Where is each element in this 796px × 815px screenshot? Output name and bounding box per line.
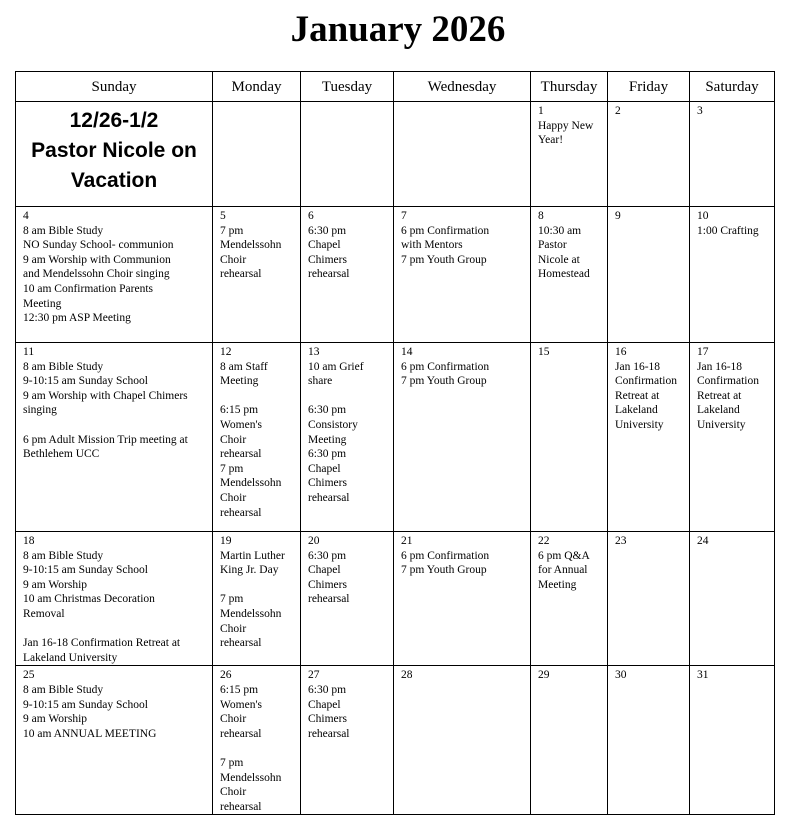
day-cell (394, 666, 531, 815)
day-events: 6:30 pm Chapel Chimers rehearsal (308, 224, 350, 281)
day-number: 3 (697, 105, 703, 117)
day-number: 2 (615, 105, 621, 117)
day-cell (213, 102, 301, 207)
day-number: 20 (308, 535, 320, 547)
day-number: 30 (615, 669, 627, 682)
day-events: 6:30 pm Chapel Chimers rehearsal (308, 683, 350, 740)
weekday-header-sunday: Sunday (16, 72, 213, 102)
day-cell (301, 207, 394, 343)
day-cell (531, 343, 608, 532)
day-cell (301, 666, 394, 815)
day-cell (531, 532, 608, 666)
day-cell (16, 666, 213, 815)
day-cell (213, 207, 301, 343)
day-events: 8 am Bible Study 9-10:15 am Sunday School 9 am Worship 10 am ANNUAL MEETING (23, 683, 157, 740)
day-events: Happy New Year! (538, 119, 594, 147)
day-cell (608, 207, 690, 343)
day-cell (394, 207, 531, 343)
day-cell (690, 532, 775, 666)
day-cell (690, 343, 775, 532)
day-events: 10 am Grief share 6:30 pm Consistory Meeting 6:30 pm Chapel Chimers rehearsal (308, 360, 364, 504)
day-events: Martin Luther King Jr. Day 7 pm Mendelssohn Choir rehearsal (220, 549, 285, 650)
day-cell (531, 666, 608, 815)
day-number: 29 (538, 669, 550, 682)
day-cell (690, 666, 775, 815)
calendar-week-row (16, 532, 775, 666)
day-number: 16 (615, 346, 627, 358)
day-cell (213, 666, 301, 815)
day-events: 6 pm Confirmation with Mentors 7 pm Youth Group (401, 224, 490, 266)
day-number: 26 (220, 669, 232, 682)
day-number: 13 (308, 346, 320, 358)
day-number: 23 (615, 535, 627, 547)
day-events: 8 am Bible Study 9-10:15 am Sunday School 9 am Worship 10 am Christmas Decoration Removal Jan 16-18 Confirmation Retreat at Lakeland University (23, 549, 181, 664)
day-cell (16, 207, 213, 343)
day-cell (16, 102, 213, 207)
day-number: 21 (401, 535, 413, 547)
day-events: 6:30 pm Chapel Chimers rehearsal (308, 549, 350, 606)
day-cell (690, 102, 775, 207)
weekday-header-wednesday: Wednesday (394, 72, 531, 102)
day-cell (394, 102, 531, 207)
day-events: 8 am Bible Study NO Sunday School- communion 9 am Worship with Communion and Mendelssohn Choir singing 10 am Confirmation Parents Meeting 12:30 pm ASP Meeting (23, 224, 174, 325)
day-number: 25 (23, 669, 35, 682)
day-number: 1 (538, 105, 544, 117)
day-number: 22 (538, 535, 550, 547)
day-number: 12 (220, 346, 232, 358)
day-cell (301, 343, 394, 532)
calendar-title: January 2026 (290, 9, 506, 50)
weekday-header-saturday: Saturday (690, 72, 775, 102)
day-number: 24 (697, 535, 709, 547)
day-cell (531, 102, 608, 207)
day-cell (690, 207, 775, 343)
calendar-week-row (16, 102, 775, 207)
day-events: 6:15 pm Women's Choir rehearsal 7 pm Mendelssohn Choir rehearsal (220, 683, 282, 813)
day-number: 6 (308, 210, 314, 222)
day-events: Jan 16-18 Confirmation Retreat at Lakeland University (615, 360, 677, 431)
day-number: 31 (697, 669, 709, 682)
day-events: 10:30 am Pastor Nicole at Homestead (538, 224, 590, 281)
day-cell (301, 102, 394, 207)
day-cell (608, 343, 690, 532)
day-number: 14 (401, 346, 413, 358)
weekday-header-friday: Friday (608, 72, 690, 102)
day-events: Jan 16-18 Confirmation Retreat at Lakeland University (697, 360, 759, 431)
weekday-header-tuesday: Tuesday (301, 72, 394, 102)
day-number: 7 (401, 210, 407, 222)
day-number: 18 (23, 535, 35, 547)
calendar-week-row (16, 207, 775, 343)
day-number: 10 (697, 210, 709, 222)
day-number: 5 (220, 210, 226, 222)
day-number: 11 (23, 346, 35, 358)
day-cell (531, 207, 608, 343)
day-cell (608, 666, 690, 815)
day-events: 6 pm Confirmation 7 pm Youth Group (401, 360, 490, 388)
day-events: 6 pm Q&A for Annual Meeting (538, 549, 590, 591)
day-cell (608, 532, 690, 666)
day-cell (608, 102, 690, 207)
day-events: 6 pm Confirmation 7 pm Youth Group (401, 549, 490, 577)
day-events: 8 am Staff Meeting 6:15 pm Women's Choir rehearsal 7 pm Mendelssohn Choir rehearsal (220, 360, 282, 519)
day-number: 4 (23, 210, 29, 222)
day-cell (16, 343, 213, 532)
day-events: 8 am Bible Study 9-10:15 am Sunday School 9 am Worship with Chapel Chimers singing 6 pm Adult Mission Trip meeting at Bethlehem UCC (23, 360, 188, 461)
weekday-header-monday: Monday (213, 72, 301, 102)
day-cell (301, 532, 394, 666)
calendar-grid (15, 71, 775, 815)
day-cell (394, 532, 531, 666)
day-cell (213, 343, 301, 532)
day-number: 15 (538, 346, 550, 358)
weekday-header-thursday: Thursday (531, 72, 608, 102)
vacation-notice: 12/26-1/2 Pastor Nicole on Vacation (31, 109, 197, 192)
calendar-week-row (16, 343, 775, 532)
calendar-week-row (16, 666, 775, 815)
day-cell (16, 532, 213, 666)
day-cell (394, 343, 531, 532)
day-events: 7 pm Mendelssohn Choir rehearsal (220, 224, 282, 281)
weekday-header-row (16, 72, 775, 102)
day-number: 19 (220, 535, 232, 547)
day-cell (213, 532, 301, 666)
day-events: 1:00 Crafting (697, 224, 759, 237)
day-number: 17 (697, 346, 709, 358)
day-number: 27 (308, 669, 320, 682)
day-number: 9 (615, 210, 621, 222)
day-number: 28 (401, 669, 413, 682)
day-number: 8 (538, 210, 544, 222)
